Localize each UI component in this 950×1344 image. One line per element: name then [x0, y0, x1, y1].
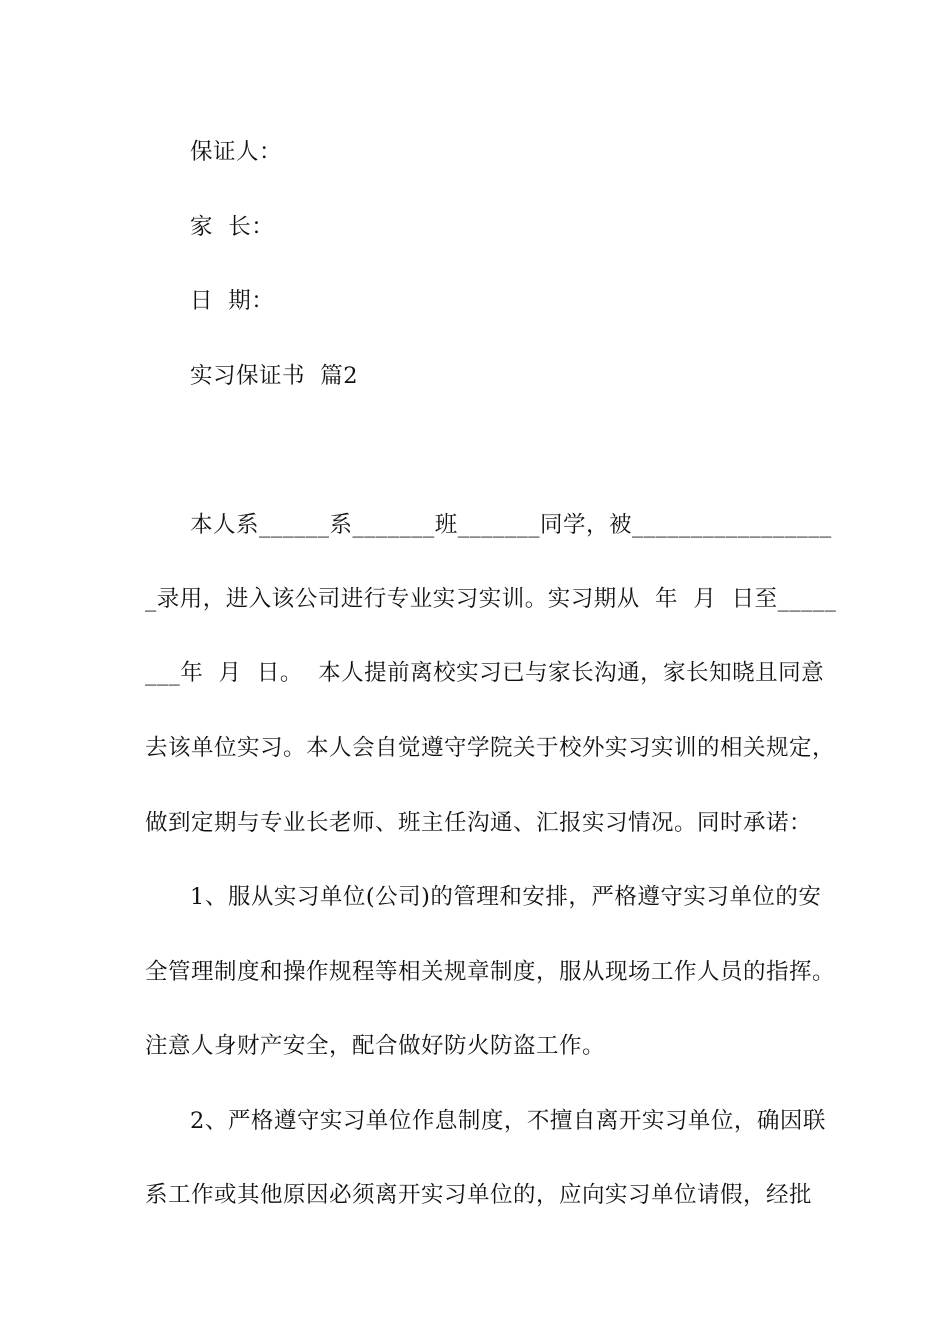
guarantor-label: 保证人： — [190, 139, 283, 165]
body-line: 去该单位实习。本人会自觉遵守学院关于校外实习实训的相关规定， — [145, 735, 836, 761]
body-line: _录用，进入该公司进行专业实习实训。实习期从 年 月 日至_____ — [145, 586, 837, 612]
body-line: 做到定期与专业长老师、班主任沟通、汇报实习情况。同时承诺： — [145, 810, 813, 836]
body-line: 注意人身财产安全，配合做好防火防盗工作。 — [145, 1033, 606, 1059]
section-title: 实习保证书 篇2 — [190, 363, 359, 389]
parent-label: 家 长： — [190, 214, 275, 240]
body-line: ___年 月 日。 本人提前离校实习已与家长沟通，家长知晓且同意 — [145, 660, 825, 686]
body-line: 本人系______系_______班_______同学，被_________________ — [190, 512, 832, 538]
body-line: 系工作或其他原因必须离开实习单位的，应向实习单位请假，经批 — [145, 1182, 813, 1208]
body-line: 2、严格遵守实习单位作息制度，不擅自离开实习单位，确因联 — [190, 1108, 826, 1134]
date-label: 日 期： — [190, 288, 275, 314]
body-line: 全管理制度和操作规程等相关规章制度，服从现场工作人员的指挥。 — [145, 959, 836, 985]
body-line: 1、服从实习单位(公司)的管理和安排，严格遵守实习单位的安 — [190, 884, 822, 910]
